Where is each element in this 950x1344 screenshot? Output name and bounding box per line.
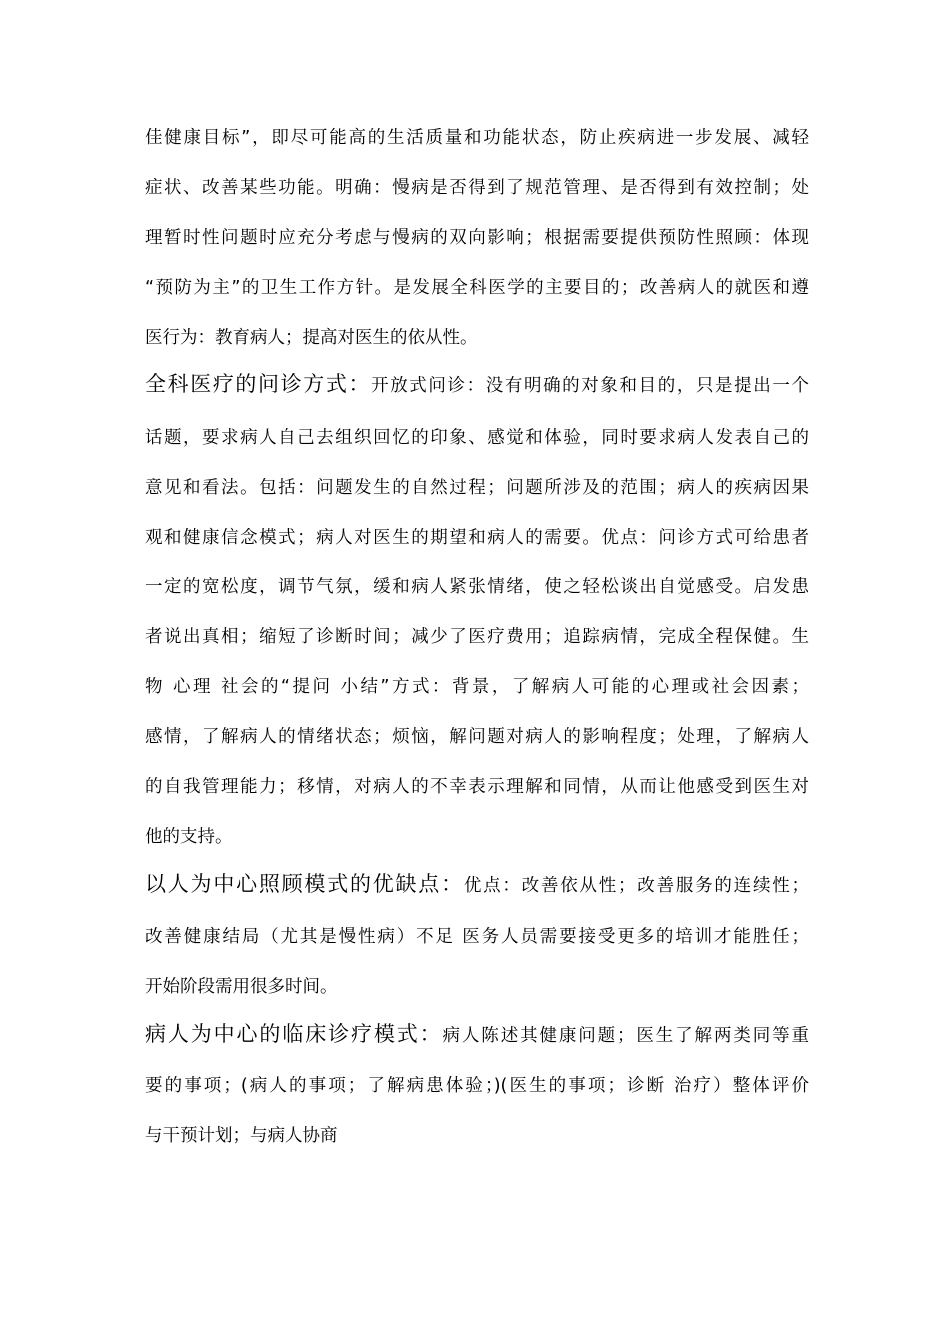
paragraph-line: 的自我管理能力；移情，对病人的不幸表示理解和同情，从而让他感受到医生对 bbox=[145, 777, 809, 797]
section-first-line bbox=[145, 372, 809, 398]
section-heading: 全科医疗的问诊方式： bbox=[145, 372, 372, 396]
paragraph-line: 医行为：教育病人；提高对医生的依从性。 bbox=[145, 328, 478, 348]
paragraph-line: 他的支持。 bbox=[145, 827, 233, 847]
section-first-line bbox=[145, 1022, 809, 1048]
paragraph-line: 一定的宽松度，调节气氛，缓和病人紧张情绪，使之轻松谈出自觉感受。启发患 bbox=[145, 577, 809, 597]
paragraph-line: 佳健康目标”，即尽可能高的生活质量和功能状态，防止疾病进一步发展、减轻 bbox=[145, 128, 809, 148]
section-heading: 以人为中心照顾模式的优缺点： bbox=[145, 872, 464, 896]
section-lead-text: 病人陈述其健康问题；医生了解两类同等重 bbox=[442, 1026, 809, 1046]
paragraph-line: 物 心理 社会的“提问 小结”方式：背景，了解病人可能的心理或社会因素； bbox=[145, 677, 809, 697]
section-heading: 病人为中心的临床诊疗模式： bbox=[145, 1022, 443, 1046]
paragraph-line: 开始阶段需用很多时间。 bbox=[145, 977, 338, 997]
paragraph-line: 观和健康信念模式；病人对医生的期望和病人的需要。优点：问诊方式可给患者 bbox=[145, 528, 809, 548]
paragraph-line: 与干预计划；与病人协商 bbox=[145, 1126, 338, 1146]
section-first-line bbox=[145, 872, 809, 898]
paragraph-line: 改善健康结局（尤其是慢性病）不足 医务人员需要接受更多的培训才能胜任； bbox=[145, 927, 809, 947]
paragraph-line: 意见和看法。包括：问题发生的自然过程；问题所涉及的范围；病人的疾病因果 bbox=[145, 478, 809, 498]
paragraph-line: 理暂时性问题时应充分考虑与慢病的双向影响；根据需要提供预防性照顾：体现 bbox=[145, 228, 809, 248]
paragraph-line: 要的事项；(病人的事项；了解病患体验；)(医生的事项；诊断 治疗）整体评价 bbox=[145, 1076, 809, 1096]
paragraph-line: 感情，了解病人的情绪状态；烦恼，解问题对病人的影响程度；处理，了解病人 bbox=[145, 727, 809, 747]
section-lead-text: 开放式问诊：没有明确的对象和目的，只是提出一个 bbox=[371, 376, 809, 396]
paragraph-line: 症状、改善某些功能。明确：慢病是否得到了规范管理、是否得到有效控制；处 bbox=[145, 178, 809, 198]
section-lead-text: 优点：改善依从性；改善服务的连续性； bbox=[463, 876, 809, 896]
paragraph-line: “预防为主”的卫生工作方针。是发展全科医学的主要目的；改善病人的就医和遵 bbox=[145, 278, 809, 298]
paragraph-line: 话题，要求病人自己去组织回忆的印象、感觉和体验，同时要求病人发表自己的 bbox=[145, 428, 809, 448]
paragraph-line: 者说出真相；缩短了诊断时间；减少了医疗费用；追踪病情，完成全程保健。生 bbox=[145, 627, 809, 647]
